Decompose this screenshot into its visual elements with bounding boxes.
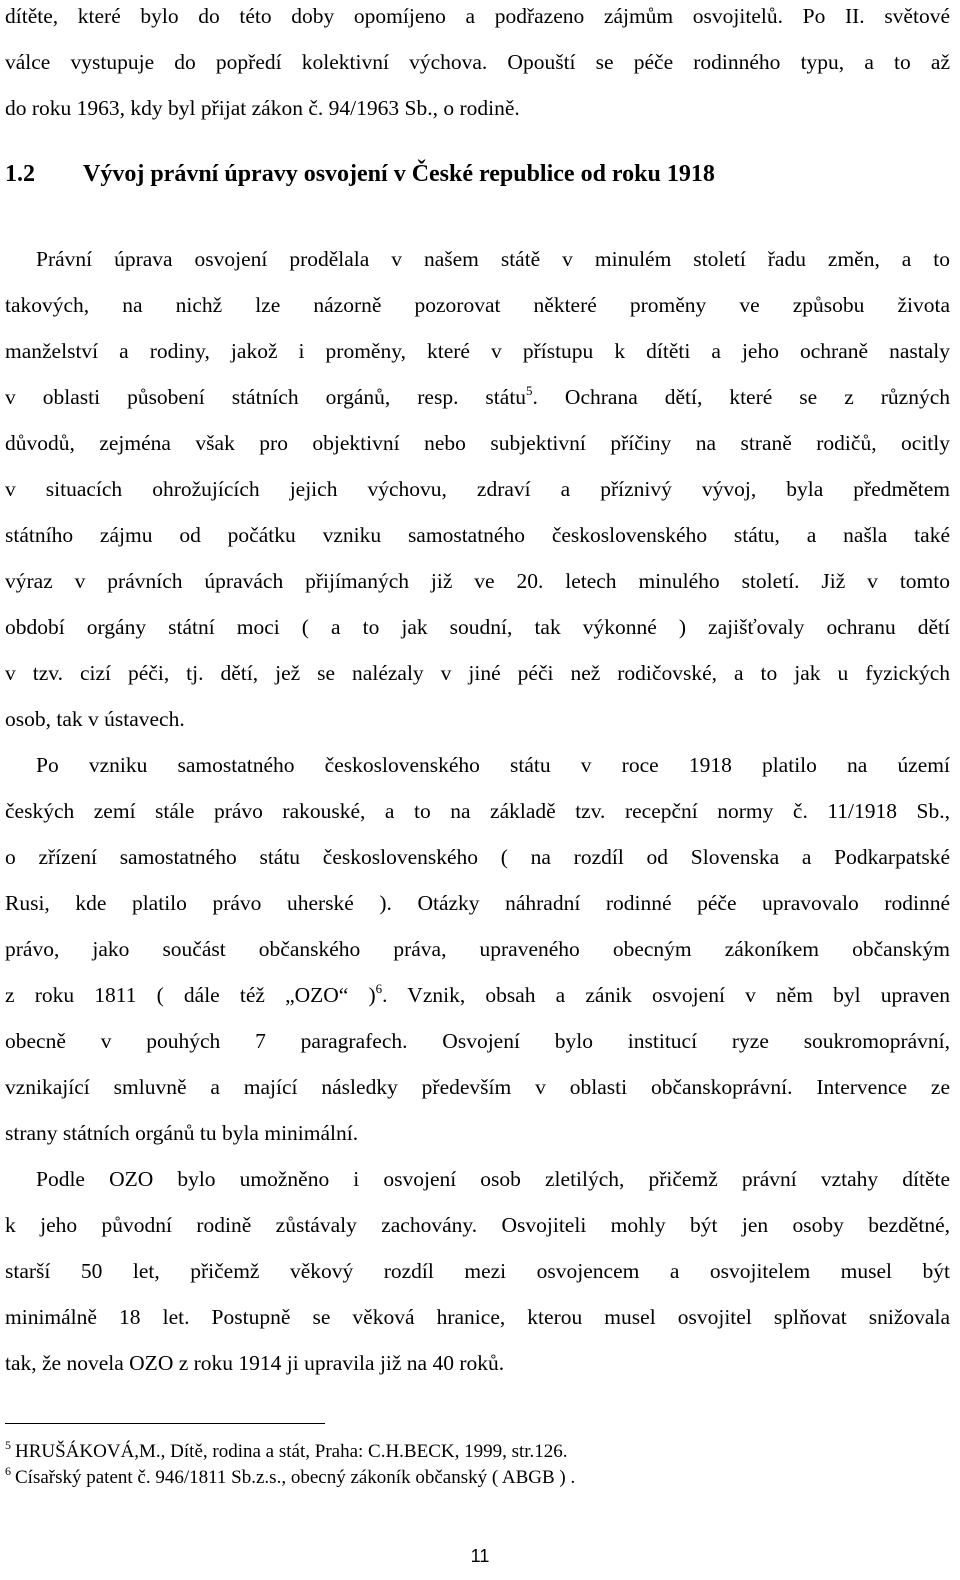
text-fragment: z roku 1811 ( dále též „OZO“ ): [5, 983, 376, 1007]
text-line: Rusi, kde platilo právo uherské ). Otázky náhradní rodinné péče upravovalo rodinné: [5, 891, 950, 915]
text-line: Právní úprava osvojení prodělala v našem státě v minulém století řadu změn, a to: [36, 247, 950, 271]
text-line: takových, na nichž lze názorně pozorovat některé proměny ve způsobu života: [5, 293, 950, 317]
text-line: tak, že novela OZO z roku 1914 ji upravila již na 40 roků.: [5, 1351, 505, 1375]
text-line: výraz v právních úpravách přijímaných již ve 20. letech minulého století. Již v tomto: [5, 569, 950, 593]
text-line: dítěte, které bylo do této doby opomíjeno a podřazeno zájmům osvojitelů. Po II. světové: [5, 4, 950, 28]
text-line: k jeho původní rodině zůstávaly zachovány. Osvojiteli mohly být jen osoby bezdětné,: [5, 1213, 950, 1237]
footnote-ref[interactable]: 5: [526, 383, 533, 398]
footnote-separator: [5, 1423, 325, 1424]
footnote-mark: 6: [5, 1464, 11, 1478]
text-line: osob, tak v ústavech.: [5, 707, 185, 731]
footnote: [5, 1466, 575, 1490]
text-line: v situacích ohrožujících jejich výchovu, zdraví a příznivý vývoj, byla předmětem: [5, 477, 950, 501]
footnote-text: HRUŠÁKOVÁ,M., Dítě, rodina a stát, Praha: C.H.BECK, 1999, str.126.: [15, 1441, 568, 1462]
footnote-ref[interactable]: 6: [375, 981, 383, 996]
footnote-text: Císařský patent č. 946/1811 Sb.z.s., obecný zákoník občanský ( ABGB ) .: [15, 1467, 576, 1488]
text-line: strany státních orgánů tu byla minimální.: [5, 1121, 359, 1145]
text-line: minimálně 18 let. Postupně se věková hranice, kterou musel osvojitel splňovat snižovala: [5, 1305, 950, 1329]
text-fragment: . Vznik, obsah a zánik osvojení v něm byl upraven: [382, 983, 950, 1007]
text-line: Podle OZO bylo umožněno i osvojení osob zletilých, přičemž právní vztahy dítěte: [36, 1167, 950, 1191]
text-fragment: v oblasti působení státních orgánů, resp. státu: [5, 385, 527, 409]
text-line: právo, jako součást občanského práva, upraveného obecným zákoníkem občanským: [5, 937, 950, 961]
footnote-mark: 5: [5, 1438, 11, 1452]
text-line: českých zemí stále právo rakouské, a to na základě tzv. recepční normy č. 11/1918 Sb.,: [5, 799, 950, 823]
text-line: obecně v pouhých 7 paragrafech. Osvojení bylo institucí ryze soukromoprávní,: [5, 1029, 950, 1053]
text-line: do roku 1963, kdy byl přijat zákon č. 94/1963 Sb., o rodině.: [5, 96, 520, 120]
footnote: [5, 1440, 568, 1464]
text-line: manželství a rodiny, jakož i proměny, které v přístupu k dítěti a jeho ochraně nastaly: [5, 339, 950, 363]
section-number: 1.2: [5, 161, 35, 187]
text-line: [5, 383, 950, 411]
text-line: o zřízení samostatného státu československého ( na rozdíl od Slovenska a Podkarpatské: [5, 845, 950, 869]
text-line: válce vystupuje do popředí kolektivní výchova. Opouští se péče rodinného typu, a to až: [5, 50, 950, 74]
section-heading: [5, 158, 715, 190]
text-line: období orgány státní moci ( a to jak soudní, tak výkonné ) zajišťovaly ochranu dětí: [5, 615, 950, 639]
text-line: Po vzniku samostatného československého státu v roce 1918 platilo na území: [36, 753, 950, 777]
text-line: vznikající smluvně a mající následky především v oblasti občanskoprávní. Intervence ze: [5, 1075, 950, 1099]
section-title: Vývoj právní úpravy osvojení v České republice od roku 1918: [83, 161, 715, 187]
text-line: důvodů, zejména však pro objektivní nebo subjektivní příčiny na straně rodičů, ocitly: [5, 431, 950, 455]
text-fragment: . Ochrana dětí, které se z různých: [532, 385, 950, 409]
text-line: [5, 981, 950, 1009]
text-line: starší 50 let, přičemž věkový rozdíl mezi osvojencem a osvojitelem musel být: [5, 1259, 950, 1283]
page-number: 11: [470, 1546, 490, 1566]
text-line: v tzv. cizí péči, tj. dětí, jež se nalézaly v jiné péči než rodičovské, a to jak u fyzických: [5, 661, 950, 685]
text-line: státního zájmu od počátku vzniku samostatného československého státu, a našla také: [5, 523, 950, 547]
